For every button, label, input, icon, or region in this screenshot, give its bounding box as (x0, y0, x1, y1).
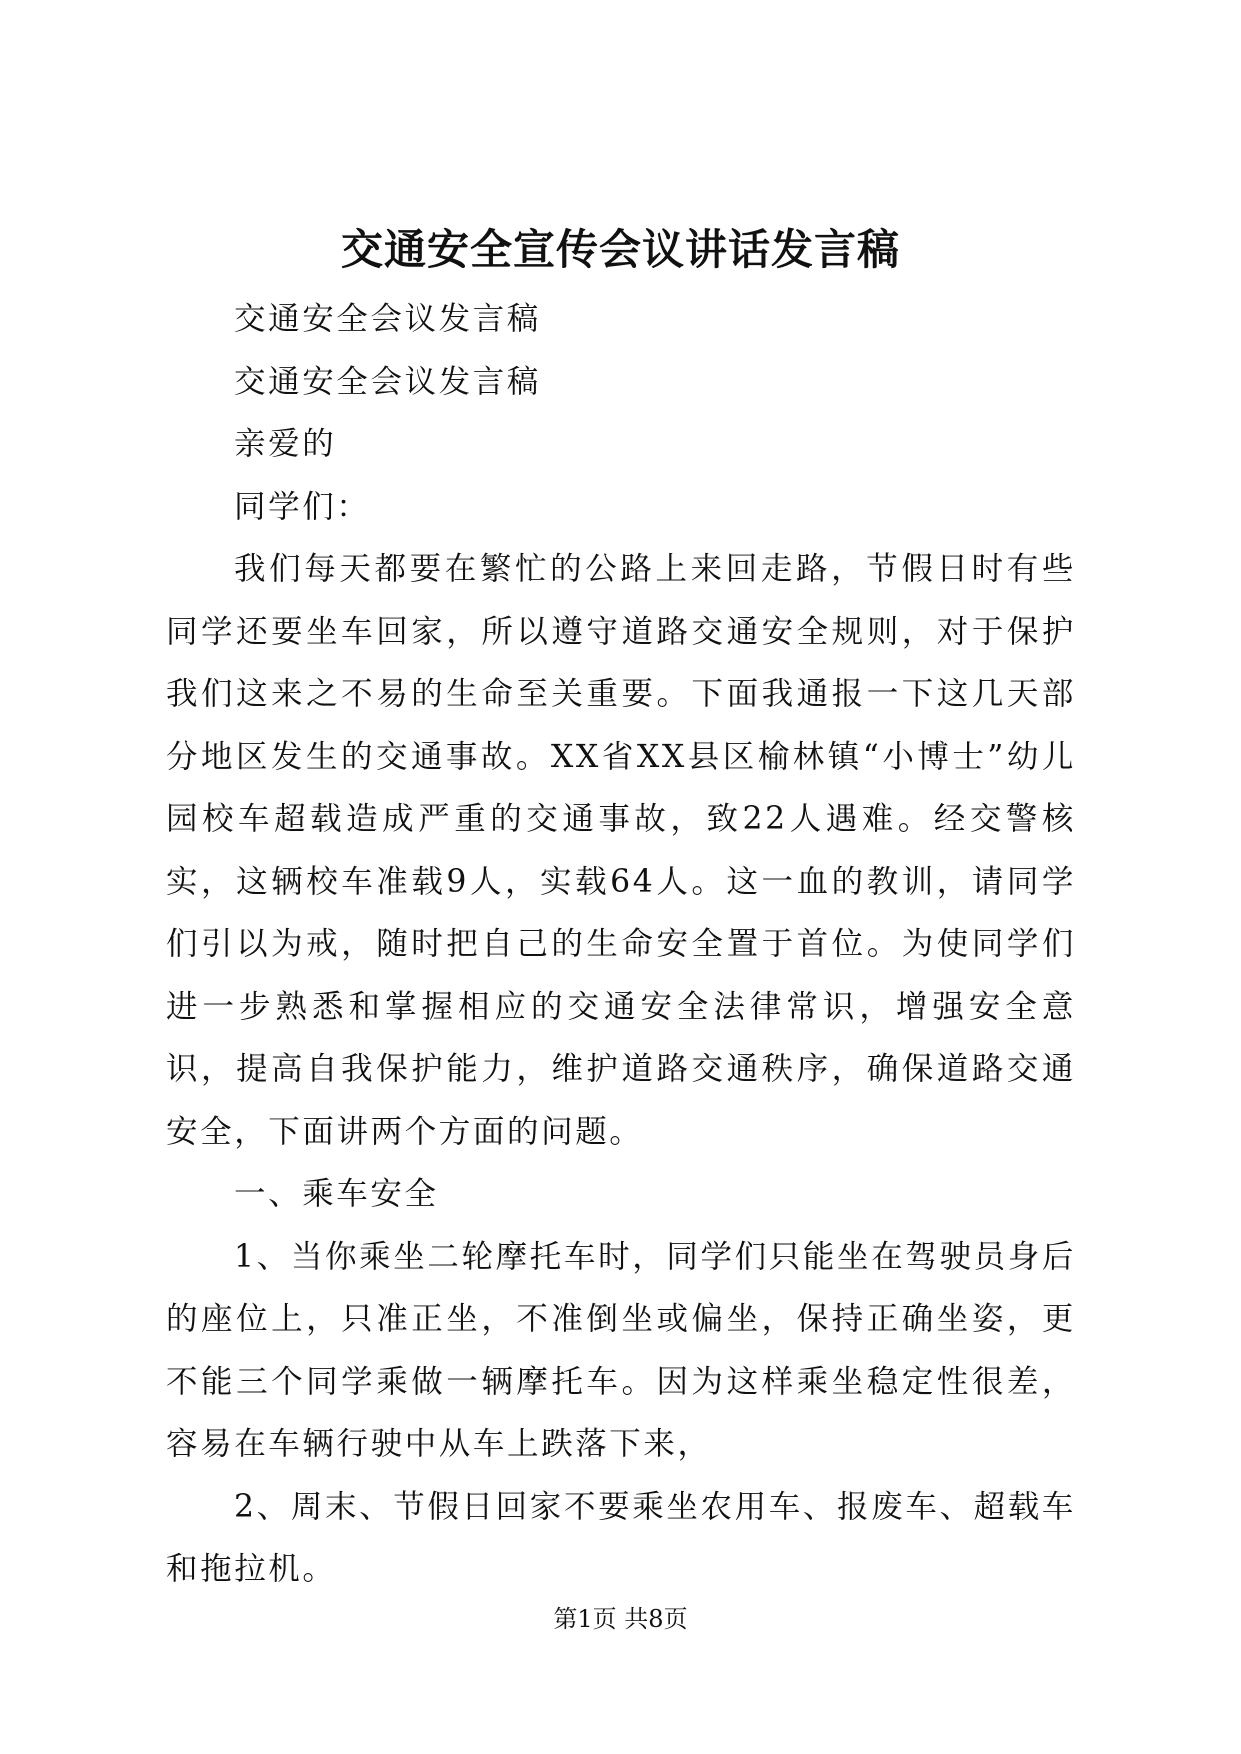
section-heading-ride-safety: 一、乘车安全 (234, 1176, 439, 1212)
paragraph-subtitle-2: 交通安全会议发言稿 (234, 363, 541, 400)
paragraph-point-2: 2、周末、节假日回家不要乘坐农用车、报废车、超载车和拖拉机。 (166, 1488, 1076, 1587)
paragraph-point-1: 1、当你乘坐二轮摩托车时，同学们只能坐在驾驶员身后的座位上，只准正坐，不准倒坐或偏坐，保持正确坐姿，更不能三个同学乘做一辆摩托车。因为这样乘坐稳定性很差，容易在车辆行驶中从车上跌落下来， (166, 1238, 1076, 1462)
paragraph-salutation-1: 亲爱的 (234, 426, 337, 462)
document-body (166, 288, 1076, 1601)
paragraph-intro: 我们每天都要在繁忙的公路上来回走路，节假日时有些同学还要坐车回家，所以遵守道路交通安全规则，对于保护我们这来之不易的生命至关重要。下面我通报一下这几天部分地区发生的交通事故。XX省XX县区榆林镇“小博士”幼儿园校车超载造成严重的交通事故，致22人遇难。经交警核实，这辆校车准载9人，实载64人。这一血的教训，请同学们引以为戒，随时把自己的生命安全置于首位。为使同学们进一步熟悉和掌握相应的交通安全法律常识，增强安全意识，提高自我保护能力，维护道路交通秩序，确保道路交通安全，下面讲两个方面的问题。 (166, 551, 1076, 1150)
page-footer: 第1页 共8页 (553, 1605, 688, 1633)
paragraph-subtitle-1: 交通安全会议发言稿 (234, 301, 541, 337)
document-title: 交通安全宣传会议讲话发言稿 (340, 225, 900, 275)
paragraph-salutation-2: 同学们： (234, 488, 371, 525)
